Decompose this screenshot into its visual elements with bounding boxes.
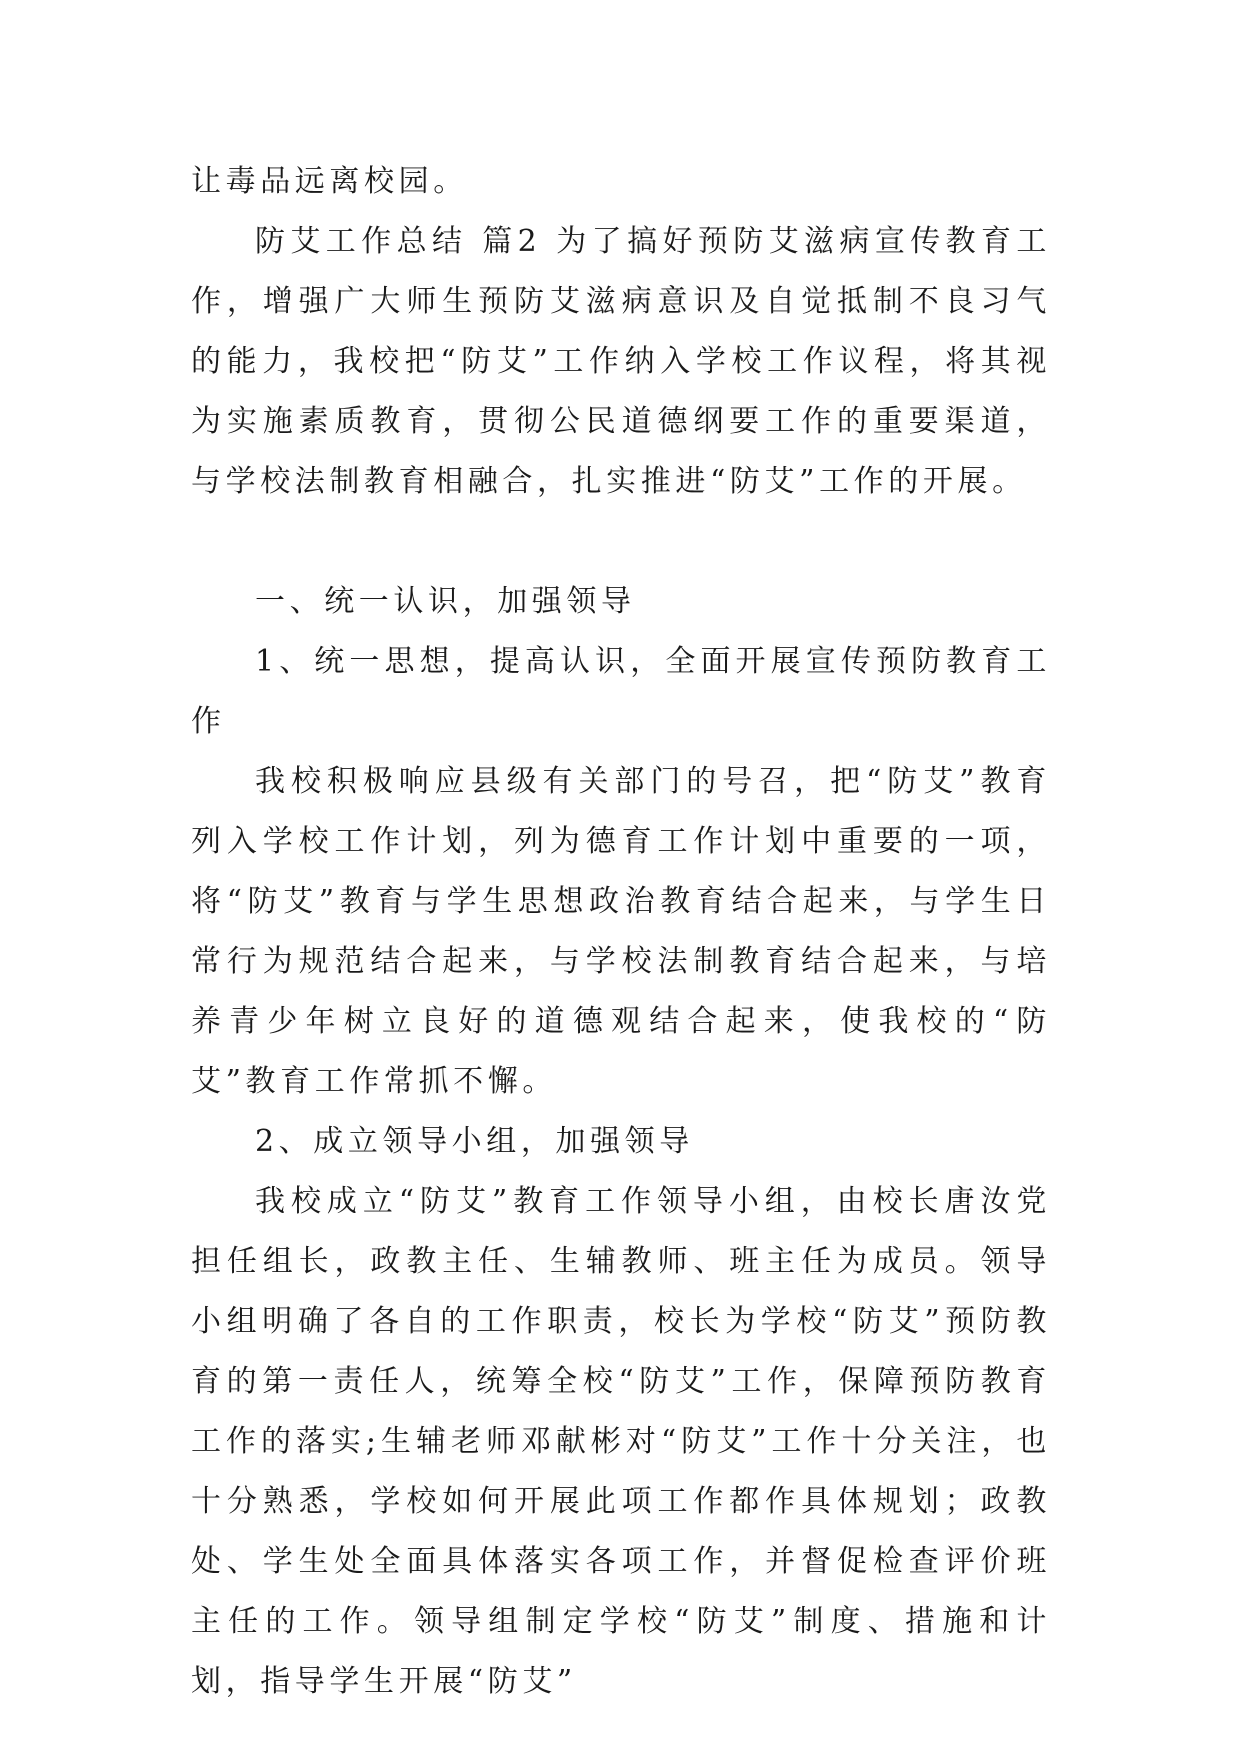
paragraph: 我校积极响应县级有关部门的号召，把“防艾”教育列入学校工作计划，列为德育工作计划中重要的一项，将“防艾”教育与学生思想政治教育结合起来，与学生日常行为规范结合起来，与学校法制教育结合起来，与培养青少年树立良好的道德观结合起来，使我校的“防艾”教育工作常抓不懈。 — [191, 764, 1051, 1099]
paragraph: 防艾工作总结 篇2 为了搞好预防艾滋病宣传教育工作，增强广大师生预防艾滋病意识及自觉抵制不良习气的能力，我校把“防艾”工作纳入学校工作议程，将其视为实施素质教育，贯彻公民道德纲要工作的重要渠道，与学校法制教育相融合，扎实推进“防艾”工作的开展。 — [191, 224, 1051, 499]
paragraph: 我校成立“防艾”教育工作领导小组，由校长唐汝党担任组长，政教主任、生辅教师、班主任为成员。领导小组明确了各自的工作职责，校长为学校“防艾”预防教育的第一责任人，统筹全校“防艾”工作，保障预防教育工作的落实;生辅老师邓献彬对“防艾”工作十分关注，也十分熟悉，学校如何开展此项工作都作具体规划；政教处、学生处全面具体落实各项工作，并督促检查评价班主任的工作。领导组制定学校“防艾”制度、措施和计划，指导学生开展“防艾” — [191, 1184, 1051, 1699]
paragraph-gap — [191, 512, 1051, 572]
subsection-heading: 2、成立领导小组，加强领导 — [255, 1124, 694, 1159]
section-heading: 一、统一认识，加强领导 — [255, 584, 636, 619]
subsection-heading: 1、统一思想，提高认识，全面开展宣传预防教育工作 — [191, 644, 1051, 739]
paragraph: 让毒品远离校园。 — [191, 164, 468, 199]
document-body — [191, 152, 1051, 1712]
